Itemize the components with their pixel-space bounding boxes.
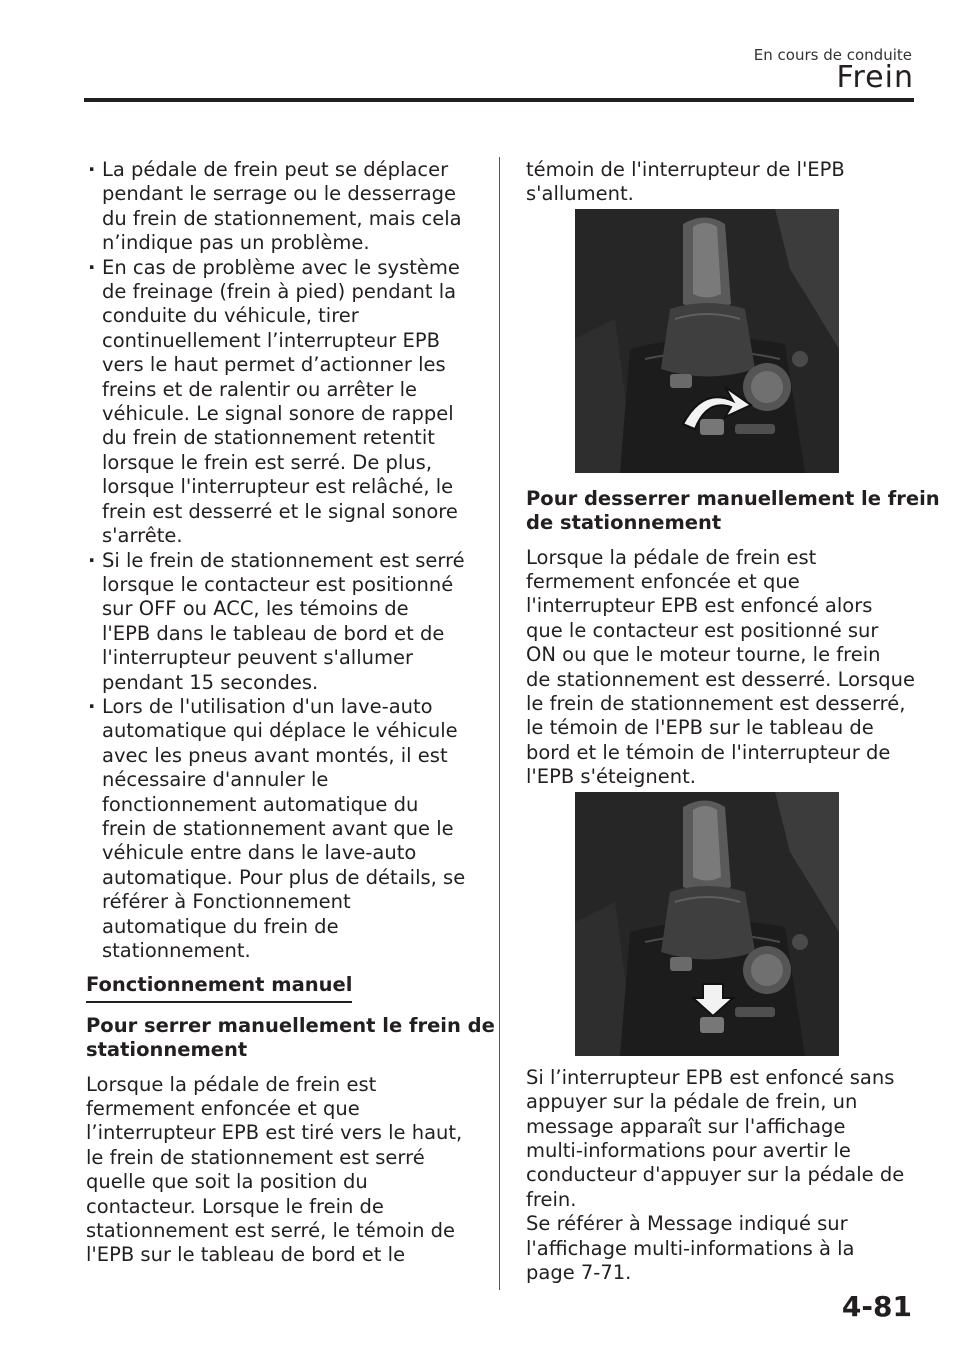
column-divider	[499, 157, 500, 1290]
left-column	[86, 158, 495, 1268]
continuation-text: témoin de l'interrupteur de l'EPB s'allument.	[526, 158, 845, 206]
page-title: Frein	[836, 60, 914, 95]
console-illustration	[575, 209, 839, 473]
page-number: 4-81	[841, 1290, 912, 1323]
console-illustration	[575, 792, 839, 1056]
paragraph-apply: Lorsque la pédale de frein est fermement enfoncée et que l’interrupteur EPB est tiré vers le haut, le frein de stationnement est serré quelle que soit la position du contacteur. Lorsque le frein de stationnement est serré, le témoin de l'EPB sur le tableau de bord et le	[86, 1072, 463, 1267]
section-name: En cours de conduite	[753, 46, 912, 64]
epb-push-photo	[575, 792, 839, 1056]
bullet-item: · Si le frein de stationnement est serré lorsque le contacteur est positionné sur OFF ou ACC, les témoins de l'EPB dans le tableau de bord et de l'interrupteur peuvent s'allumer pendant 15 secondes.	[86, 549, 476, 695]
paragraph-release: Lorsque la pédale de frein est fermement enfoncée et que l'interrupteur EPB est enfoncé alors que le contacteur est positionné sur ON ou que le moteur tourne, le frein de stationnement est desserré. Lorsque le frein de stationnement est desserré, le témoin de l'EPB sur le tableau de bord et le témoin de l'interrupteur de l'EPB s'éteignent.	[526, 545, 915, 789]
bullet-item: · La pédale de frein peut se déplacer pendant le serrage ou le desserrage du frein de stationnement, mais cela n’indique pas un problème.	[86, 158, 476, 256]
header-rule	[84, 98, 914, 102]
right-column	[526, 158, 940, 1285]
epb-pull-photo	[575, 209, 839, 473]
paragraph-warning: Si l’interrupteur EPB est enfoncé sans appuyer sur la pédale de frein, un message apparaît sur l'affichage multi-informations pour avertir le conducteur d'appuyer sur la pédale de frein. Se référer à Message indiqué sur l'affichage multi-informations à la page 7-71.	[526, 1065, 905, 1284]
subheading-release: Pour desserrer manuellement le frein de stationnement	[526, 486, 940, 535]
bullet-item: · En cas de problème avec le système de freinage (frein à pied) pendant la conduite du véhicule, tirer continuellement l’interrupteur EPB vers le haut permet d’actionner les freins et de ralentir ou arrêter le véhicule. Le signal sonore de rappel du frein de stationnement retentit lorsque le frein est serré. De plus, lorsque l'interrupteur est relâché, le frein est desserré et le signal sonore s'arrête.	[86, 256, 476, 549]
subheading-apply: Pour serrer manuellement le frein de stationnement	[86, 1013, 495, 1062]
section-heading: Fonctionnement manuel	[86, 973, 352, 1002]
bullet-item: · Lors de l'utilisation d'un lave-auto automatique qui déplace le véhicule avec les pneus avant montés, il est nécessaire d'annuler le fonctionnement automatique du frein de stationnement avant que le véhicule entre dans le lave-auto automatique. Pour plus de détails, se référer à Fonctionnement automatique du frein de stationnement.	[86, 695, 476, 963]
